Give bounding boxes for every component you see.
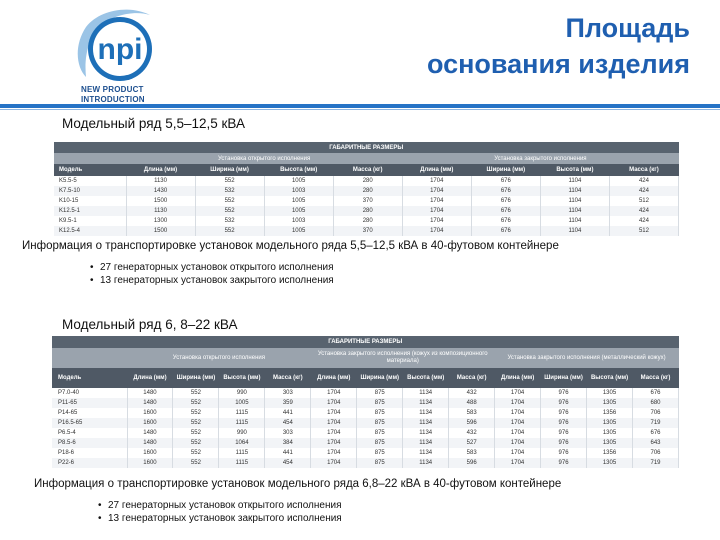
table-cell: 976 (541, 448, 587, 458)
table-cell: 596 (449, 418, 495, 428)
logo-line-1: NEW PRODUCT (81, 85, 144, 94)
table-cell: 1600 (127, 458, 173, 468)
logo-line-2: INTRODUCTION (81, 95, 145, 104)
header-divider (0, 104, 720, 108)
table1-open-title: Установка открытого исполнения (126, 153, 402, 164)
model-cell: P8.5-6 (52, 438, 127, 448)
table1-column-header: Модель (54, 164, 126, 176)
table2-open-title: Установка открытого исполнения (127, 348, 311, 368)
table-cell: 1600 (127, 418, 173, 428)
table-cell: 1480 (127, 398, 173, 408)
table-cell: 719 (632, 458, 678, 468)
table-cell: 1704 (402, 196, 471, 206)
table1-group-title: ГАБАРИТНЫЕ РАЗМЕРЫ (54, 142, 679, 153)
table-row (54, 226, 679, 236)
table-cell: 676 (471, 186, 540, 196)
table-cell: 596 (449, 458, 495, 468)
table-cell: 1104 (540, 196, 609, 206)
table-cell: 1104 (540, 186, 609, 196)
table-cell: 1704 (402, 176, 471, 186)
table-cell: 1305 (587, 458, 633, 468)
table-cell: 1704 (311, 438, 357, 448)
table-cell: 488 (449, 398, 495, 408)
table-cell: 1115 (219, 408, 265, 418)
table-cell: 1003 (264, 186, 333, 196)
table1-column-header: Масса (кг) (333, 164, 402, 176)
table-cell: 1115 (219, 458, 265, 468)
table2-column-header: Высота (мм) (403, 368, 449, 388)
model-cell: K12.5-4 (54, 226, 126, 236)
table-cell: 552 (195, 206, 264, 216)
table-cell: 990 (219, 428, 265, 438)
table-cell: 552 (173, 428, 219, 438)
table2-column-header: Масса (кг) (632, 368, 678, 388)
table2-closed-title-b: Установка закрытого исполнения (металлический кожух) (495, 348, 679, 368)
table-cell: 706 (632, 448, 678, 458)
table-cell: 552 (173, 398, 219, 408)
table-cell: 1003 (264, 216, 333, 226)
table-cell: 875 (357, 388, 403, 398)
table-cell: 1305 (587, 388, 633, 398)
list-item: • 13 генераторных установок закрытого исполнения (98, 512, 342, 525)
table2-column-header: Ширина (мм) (173, 368, 219, 388)
table2-group-title: ГАБАРИТНЫЕ РАЗМЕРЫ (52, 336, 679, 348)
table2-closed-title-a: Установка закрытого исполнения (кожух из композиционного материала) (311, 348, 495, 368)
table-cell: 976 (541, 408, 587, 418)
table-cell: 1704 (311, 418, 357, 428)
table-cell: 280 (333, 176, 402, 186)
table-cell: 875 (357, 428, 403, 438)
table-cell: 719 (632, 418, 678, 428)
table-cell: 1480 (127, 428, 173, 438)
table2-column-header: Ширина (мм) (357, 368, 403, 388)
table-row (54, 196, 679, 206)
table-cell: 359 (265, 398, 311, 408)
table-cell: 1704 (495, 438, 541, 448)
table-cell: 303 (265, 428, 311, 438)
table-cell: 1305 (587, 418, 633, 428)
table-cell: 1704 (495, 448, 541, 458)
table-row (52, 408, 679, 418)
table-cell: 384 (265, 438, 311, 448)
model-cell: P16.5-65 (52, 418, 127, 428)
table-row (52, 398, 679, 408)
table-cell: 875 (357, 458, 403, 468)
table-cell: 1704 (311, 388, 357, 398)
table-cell: 1130 (126, 176, 195, 186)
page-title (427, 10, 690, 82)
table-cell: 875 (357, 438, 403, 448)
table-cell: 1130 (126, 206, 195, 216)
model-cell: P7.0-40 (52, 388, 127, 398)
table-cell: 512 (609, 226, 678, 236)
table-cell: 280 (333, 186, 402, 196)
table-cell: 976 (541, 418, 587, 428)
table-cell: 532 (195, 216, 264, 226)
model-cell: P6.5-4 (52, 428, 127, 438)
table1-column-header: Ширина (мм) (471, 164, 540, 176)
table-cell: 1134 (403, 428, 449, 438)
table-cell: 976 (541, 438, 587, 448)
table-cell: 1704 (311, 458, 357, 468)
table-cell: 424 (609, 206, 678, 216)
section1-heading: Модельный ряд 5,5–12,5 кВА (62, 116, 245, 131)
table1-closed-title: Установка закрытого исполнения (402, 153, 678, 164)
table-row (54, 186, 679, 196)
table1-column-header: Высота (мм) (264, 164, 333, 176)
table-cell: 552 (173, 448, 219, 458)
table-cell: 676 (471, 206, 540, 216)
table-cell: 1115 (219, 418, 265, 428)
section1-bullets (90, 261, 334, 287)
table-cell: 552 (195, 196, 264, 206)
table-cell: 1300 (126, 216, 195, 226)
table-cell: 1704 (495, 398, 541, 408)
table-cell: 527 (449, 438, 495, 448)
title-line-2: основания изделия (426, 49, 690, 79)
table-cell: 441 (265, 408, 311, 418)
table-cell: 976 (541, 398, 587, 408)
table-cell: 676 (471, 226, 540, 236)
table-cell: 424 (609, 186, 678, 196)
table-cell: 1480 (127, 438, 173, 448)
table-cell: 370 (333, 196, 402, 206)
table-cell: 1704 (402, 226, 471, 236)
table-cell: 552 (173, 408, 219, 418)
table-cell: 1064 (219, 438, 265, 448)
table-cell: 976 (541, 428, 587, 438)
table-cell: 1104 (540, 216, 609, 226)
model-cell: K9.5-1 (54, 216, 126, 226)
table-cell: 1115 (219, 448, 265, 458)
table-cell: 1305 (587, 398, 633, 408)
table2-column-header: Ширина (мм) (541, 368, 587, 388)
table-cell: 1305 (587, 438, 633, 448)
table2-column-header: Длина (мм) (311, 368, 357, 388)
table-cell: 1104 (540, 206, 609, 216)
model-cell: P11-65 (52, 398, 127, 408)
table-cell: 875 (357, 398, 403, 408)
table-cell: 676 (632, 428, 678, 438)
table-cell: 1134 (403, 458, 449, 468)
table-cell: 1005 (219, 398, 265, 408)
table-cell: 1704 (495, 408, 541, 418)
table-cell: 1704 (495, 428, 541, 438)
table-cell: 1704 (402, 206, 471, 216)
table2-column-header: Длина (мм) (127, 368, 173, 388)
table-cell: 1005 (264, 206, 333, 216)
table-cell: 1134 (403, 418, 449, 428)
section1-info: Информация о транспортировке установок модельного ряда 5,5–12,5 кВА в 40-футовом контейнере (22, 240, 559, 252)
table-cell: 1134 (403, 408, 449, 418)
table-cell: 552 (195, 226, 264, 236)
table2-column-header: Масса (кг) (265, 368, 311, 388)
table-cell: 303 (265, 388, 311, 398)
table-cell: 1704 (402, 186, 471, 196)
table-cell: 583 (449, 408, 495, 418)
model-cell: P18-6 (52, 448, 127, 458)
table-cell: 643 (632, 438, 678, 448)
table-cell: 552 (173, 438, 219, 448)
table-cell: 1704 (402, 216, 471, 226)
table-cell: 976 (541, 458, 587, 468)
table-cell: 424 (609, 176, 678, 186)
table-row (52, 458, 679, 468)
table-cell: 1704 (311, 428, 357, 438)
dimensions-table-1 (54, 142, 679, 236)
table2-column-header: Масса (кг) (449, 368, 495, 388)
model-cell: K7.5-10 (54, 186, 126, 196)
table-cell: 1600 (127, 408, 173, 418)
table-cell: 454 (265, 458, 311, 468)
model-cell: K12.5-1 (54, 206, 126, 216)
table-cell: 532 (195, 186, 264, 196)
table-cell: 676 (471, 216, 540, 226)
table-cell: 1104 (540, 176, 609, 186)
npi-logo (68, 5, 168, 105)
table-cell: 875 (357, 408, 403, 418)
table-cell: 432 (449, 388, 495, 398)
table-cell: 676 (471, 176, 540, 186)
table-cell: 1704 (495, 458, 541, 468)
table-row (52, 438, 679, 448)
table-cell: 676 (471, 196, 540, 206)
table-cell: 1704 (495, 388, 541, 398)
dimensions-table-2 (52, 336, 679, 468)
model-cell: K5.5-5 (54, 176, 126, 186)
table-cell: 441 (265, 448, 311, 458)
table-cell: 875 (357, 418, 403, 428)
table-cell: 1480 (127, 388, 173, 398)
table-cell: 424 (609, 216, 678, 226)
table-cell: 976 (541, 388, 587, 398)
table-cell: 1430 (126, 186, 195, 196)
table-cell: 1005 (264, 176, 333, 186)
table-cell: 280 (333, 206, 402, 216)
table-cell: 1356 (587, 448, 633, 458)
table-row (52, 448, 679, 458)
table-cell: 552 (173, 458, 219, 468)
table-cell: 1134 (403, 388, 449, 398)
table-cell: 1500 (126, 226, 195, 236)
logo-text: npi (97, 33, 143, 66)
table-cell: 1005 (264, 196, 333, 206)
model-cell: P14-65 (52, 408, 127, 418)
table-cell: 1104 (540, 226, 609, 236)
table-cell: 1356 (587, 408, 633, 418)
table1-column-header: Ширина (мм) (195, 164, 264, 176)
table-cell: 1600 (127, 448, 173, 458)
table-row (54, 206, 679, 216)
table-cell: 1005 (264, 226, 333, 236)
table2-column-header: Высота (мм) (219, 368, 265, 388)
table-cell: 1134 (403, 438, 449, 448)
table-cell: 1305 (587, 428, 633, 438)
table-cell: 552 (173, 388, 219, 398)
table-row (54, 216, 679, 226)
table-cell: 706 (632, 408, 678, 418)
table1-column-header: Длина (мм) (126, 164, 195, 176)
table-cell: 432 (449, 428, 495, 438)
table-cell: 454 (265, 418, 311, 428)
section2-bullets (98, 499, 342, 525)
section2-info: Информация о транспортировке установок модельного ряда 6,8–22 кВА в 40-футовом контейнере (34, 478, 562, 490)
table-row (52, 388, 679, 398)
table-cell: 552 (195, 176, 264, 186)
table-cell: 1704 (311, 398, 357, 408)
table-cell: 370 (333, 226, 402, 236)
table-cell: 1704 (495, 418, 541, 428)
table-row (52, 418, 679, 428)
table-cell: 990 (219, 388, 265, 398)
list-item: • 27 генераторных установок открытого исполнения (98, 499, 342, 512)
table-cell: 680 (632, 398, 678, 408)
table-cell: 552 (173, 418, 219, 428)
list-item: • 27 генераторных установок открытого исполнения (90, 261, 334, 274)
table2-column-header: Высота (мм) (587, 368, 633, 388)
table-cell: 583 (449, 448, 495, 458)
table-cell: 676 (632, 388, 678, 398)
table-cell: 512 (609, 196, 678, 206)
table-cell: 875 (357, 448, 403, 458)
table1-column-header: Длина (мм) (402, 164, 471, 176)
table-cell: 1134 (403, 448, 449, 458)
table2-column-header: Модель (52, 368, 127, 388)
list-item: • 13 генераторных установок закрытого исполнения (90, 274, 334, 287)
model-cell: K10-15 (54, 196, 126, 206)
table-cell: 280 (333, 216, 402, 226)
model-cell: P22-6 (52, 458, 127, 468)
table-cell: 1500 (126, 196, 195, 206)
title-line-1: Площадь (565, 13, 690, 43)
table-row (54, 176, 679, 186)
table-row (52, 428, 679, 438)
table1-column-header: Масса (кг) (609, 164, 678, 176)
table-cell: 1704 (311, 408, 357, 418)
section2-heading: Модельный ряд 6, 8–22 кВА (62, 317, 238, 332)
table1-column-header: Высота (мм) (540, 164, 609, 176)
header-divider-thin (0, 109, 720, 110)
table2-column-header: Длина (мм) (495, 368, 541, 388)
table-cell: 1134 (403, 398, 449, 408)
npi-logo-mark (68, 5, 168, 83)
table-cell: 1704 (311, 448, 357, 458)
